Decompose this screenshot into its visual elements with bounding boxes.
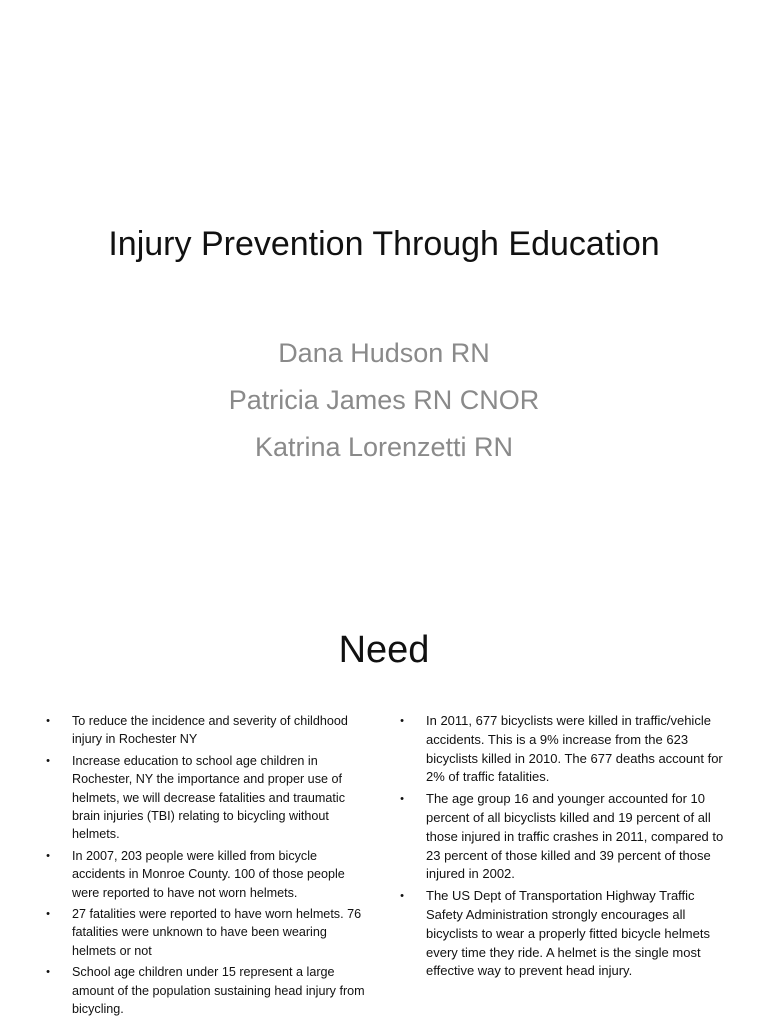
bullet-icon: • [46, 966, 50, 979]
list-item [396, 712, 728, 787]
bullet-text: The US Dept of Transportation Highway Traffic Safety Administration strongly encourages all bicyclists to wear a properly fitted bicycle helmets every time they ride. A helmet is the single most effective way to prevent head injury. [426, 888, 710, 979]
presentation-title: Injury Prevention Through Education [108, 225, 660, 263]
bullet-icon: • [46, 908, 50, 921]
bullet-icon: • [46, 754, 50, 767]
author-name: Katrina Lorenzetti RN [254, 432, 514, 462]
bullet-text: In 2007, 203 people were killed from bicycle accidents in Monroe County. 100 of those people were reported to have not worn helmets. [72, 848, 345, 900]
right-bullet-list [396, 712, 728, 984]
author-name: Patricia James RN CNOR [228, 385, 540, 415]
bullet-icon: • [400, 715, 404, 727]
bullet-icon: • [400, 793, 404, 806]
author-list [0, 330, 768, 471]
list-item [42, 847, 372, 902]
left-bullet-list [42, 712, 372, 1022]
slide-title: Need [338, 629, 430, 671]
list-item [42, 752, 372, 844]
bullet-text: Increase education to school age children in Rochester, NY the importance and proper use of helmets, we will decrease fatalities and traumatic brain injuries (TBI) relating to bicycling without helmets. [72, 753, 345, 842]
bullet-text: The age group 16 and younger accounted for 10 percent of all bicyclists killed and 19 percent of all those injured in traffic crashes in 2011, compared to 23 percent of those killed and 39 percent of those injured in 2002. [426, 791, 724, 882]
list-item [42, 712, 372, 749]
bullet-icon: • [400, 890, 404, 903]
bullet-icon: • [46, 849, 50, 862]
bullet-icon: • [46, 715, 50, 727]
author-name: Dana Hudson RN [278, 338, 490, 368]
list-item [396, 790, 728, 884]
list-item [42, 905, 372, 960]
bullet-text: In 2011, 677 bicyclists were killed in traffic/vehicle accidents. This is a 9% increase from the 623 bicyclists killed in 2010. The 677 deaths account for 2% of traffic fatalities. [426, 713, 723, 785]
need-slide [0, 590, 768, 1024]
bullet-text: To reduce the incidence and severity of childhood injury in Rochester NY [72, 714, 348, 747]
list-item [42, 963, 372, 1018]
bullet-text: 27 fatalities were reported to have worn helmets. 76 fatalities were unknown to have been wearing helmets or not [72, 907, 362, 958]
list-item [396, 887, 728, 981]
bullet-text: School age children under 15 represent a large amount of the population sustaining head injury from bicycling. [72, 965, 365, 1017]
